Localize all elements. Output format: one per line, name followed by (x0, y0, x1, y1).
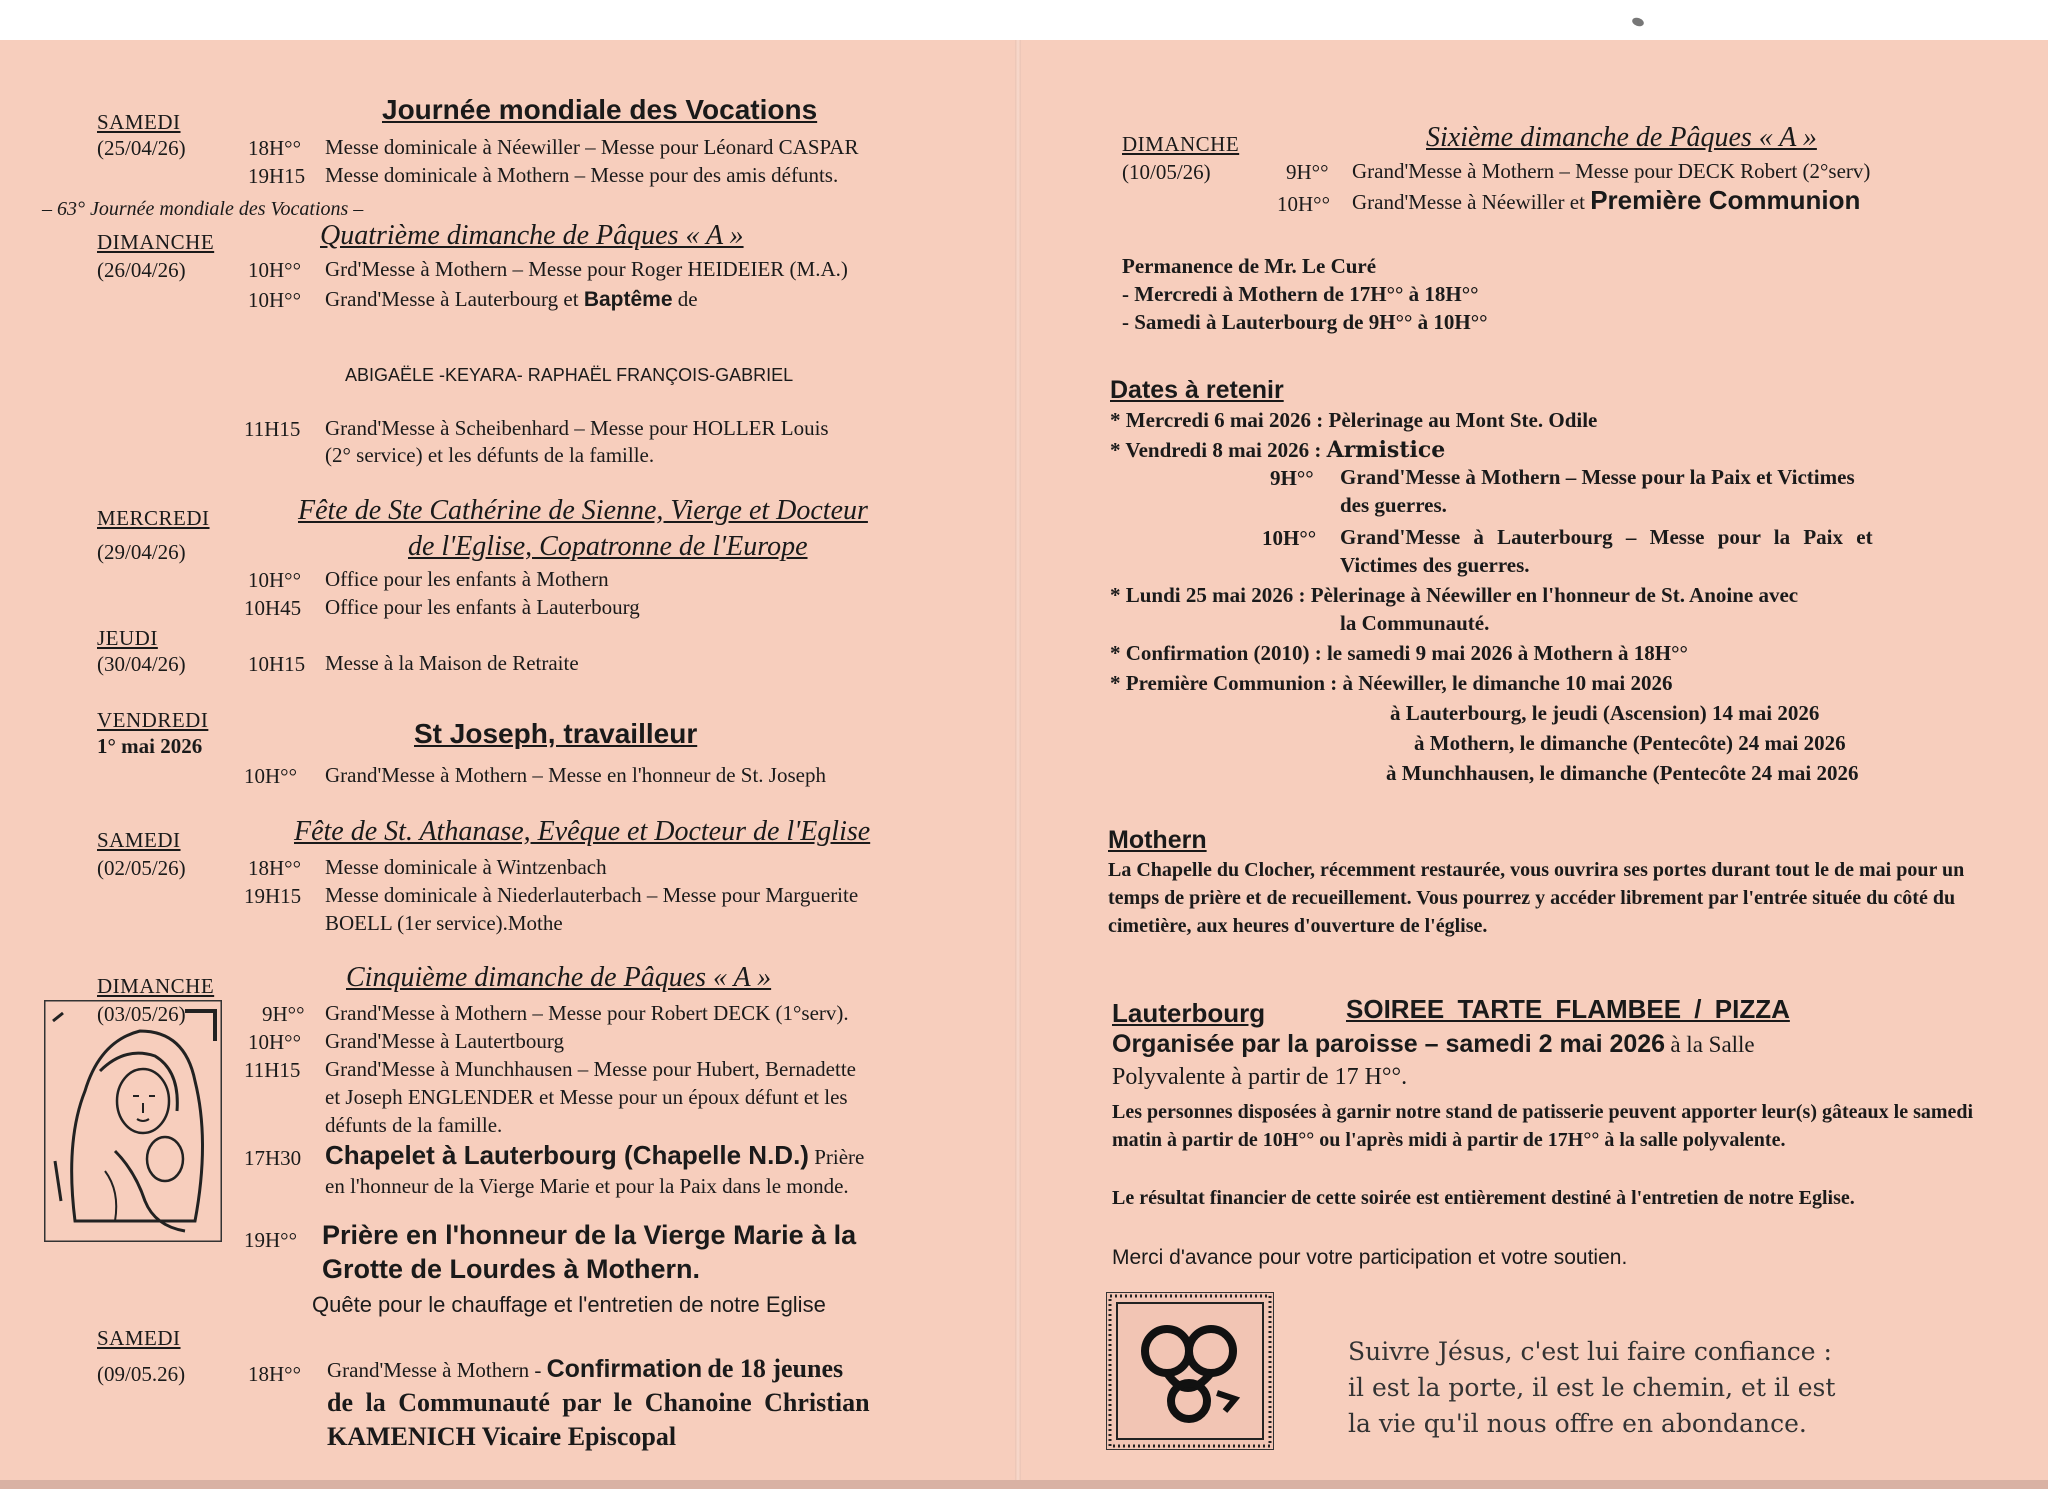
mass-line (325, 1140, 864, 1171)
soiree-line (1112, 1030, 1755, 1059)
mass-line-text: Prière (814, 1145, 865, 1169)
permanence-line: - Samedi à Lauterbourg de 9H°° à 10H°° (1122, 310, 1488, 334)
mass-line: en l'honneur de la Vierge Marie et pour la Paix dans le monde. (325, 1174, 849, 1198)
time-label: 10H15 (248, 652, 306, 676)
event-title: de l'Eglise, Copatronne de l'Europe (408, 531, 808, 562)
date-label: (26/04/26) (97, 258, 186, 282)
event-title: Journée mondiale des Vocations (382, 94, 818, 125)
time-label: 19H15 (248, 164, 306, 188)
time-label: 10H45 (244, 596, 302, 620)
mass-line: Grd'Messe à Mothern – Messe pour Roger HEIDEIER (M.A.) (325, 257, 848, 281)
mass-line: défunts de la famille. (325, 1113, 503, 1137)
mass-line: Messe à la Maison de Retraite (325, 651, 579, 675)
mass-line: Messe dominicale à Wintzenbach (325, 855, 607, 879)
armistice-label: Armistice (1326, 437, 1446, 463)
bulletin-sheet (0, 40, 2048, 1489)
date-item: à Mothern, le dimanche (Pentecôte) 24 mai 2026 (1414, 731, 1846, 755)
date-item: * Mercredi 6 mai 2026 : Pèlerinage au Mont Ste. Odile (1110, 408, 1598, 432)
time-label: 10H°° (248, 1030, 301, 1054)
mass-line: Grand'Messe à Scheibenhard – Messe pour HOLLER Louis (325, 416, 829, 440)
time-label: 18H°° (248, 136, 301, 160)
time-label: 17H30 (244, 1146, 302, 1170)
mass-line: KAMENICH Vicaire Episcopal (327, 1422, 677, 1451)
mass-line-text: de 18 jeunes (707, 1354, 844, 1383)
mass-line-text: de (677, 287, 698, 311)
event-title: Quatrième dimanche de Pâques « A » (320, 220, 744, 251)
date-item: * Lundi 25 mai 2026 : Pèlerinage à Néewiller en l'honneur de St. Anoine avec (1110, 583, 1799, 607)
date-item: Grand'Messe à Mothern – Messe pour la Paix et Victimes (1340, 465, 1855, 489)
date-item: des guerres. (1340, 493, 1447, 517)
event-title: Cinquième dimanche de Pâques « A » (346, 962, 772, 993)
bapteme-label: Baptême (583, 288, 673, 311)
merci-line: Merci d'avance pour votre participation et votre soutien. (1112, 1246, 1628, 1269)
mass-line: Messe dominicale à Mothern – Messe pour des amis défunts. (325, 163, 839, 187)
quote-line: Suivre Jésus, c'est lui faire confiance : (1348, 1337, 1832, 1366)
date-label: 1° mai 2026 (97, 734, 203, 758)
patisserie-paragraph: Les personnes disposées à garnir notre stand de patisserie peuvent apporter leur(s) gâteaux le samedi matin à partir de 10H°° ou l'après midi à partir de 17H°° à la salle polyvalente. (1112, 1101, 1974, 1151)
day-label: MERCREDI (97, 506, 210, 530)
date-item: à Munchhausen, le dimanche (Pentecôte 24 mai 2026 (1386, 761, 1859, 785)
mass-line: Grand'Messe à Munchhausen – Messe pour Hubert, Bernadette (325, 1057, 856, 1081)
soiree-organizer: Organisée par la paroisse – samedi 2 mai 2026 (1112, 1030, 1666, 1058)
date-item-text: * Vendredi 8 mai 2026 : (1110, 438, 1322, 462)
time-label: 9H°° (1286, 160, 1329, 184)
date-item: la Communauté. (1340, 611, 1490, 635)
time-label: 18H°° (248, 856, 301, 880)
soiree-title: SOIREE TARTE FLAMBEE / PIZZA (1346, 994, 1790, 1024)
time-label: 10H°° (244, 764, 297, 788)
page-fold (1015, 40, 1021, 1489)
event-title: Fête de St. Athanase, Evêque et Docteur de l'Eglise (294, 816, 871, 847)
day-label: DIMANCHE (97, 230, 215, 254)
date-label: (25/04/26) (97, 136, 186, 160)
mass-line: BOELL (1er service).Mothe (325, 911, 563, 935)
emblem-drawing (1107, 1293, 1273, 1449)
resultat-paragraph: Le résultat financier de cette soirée est entièrement destiné à l'entretien de notre Eglise. (1112, 1187, 1855, 1209)
day-label: SAMEDI (97, 1326, 181, 1350)
mass-line: Grand'Messe à Mothern – Messe pour DECK Robert (2°serv) (1352, 159, 1871, 183)
date-item: à Lauterbourg, le jeudi (Ascension) 14 mai 2026 (1390, 701, 1820, 725)
time-label: 18H°° (248, 1362, 301, 1386)
mass-line: Office pour les enfants à Lauterbourg (325, 595, 640, 619)
mass-line-text: Grand'Messe à Lauterbourg et (325, 287, 579, 311)
time-label: 10H°° (1277, 192, 1330, 216)
section-heading: Lauterbourg (1112, 998, 1266, 1028)
event-title: Fête de Ste Cathérine de Sienne, Vierge et Docteur (298, 495, 868, 526)
scan-speck (1631, 16, 1645, 28)
date-item: Grand'Messe à Lauterbourg – Messe pour la Paix et (1340, 525, 1873, 549)
soiree-place: à la Salle (1670, 1032, 1755, 1057)
time-label: 9H°° (262, 1002, 305, 1026)
day-label: SAMEDI (97, 828, 181, 852)
date-label: (09/05.26) (97, 1362, 186, 1386)
mass-line (325, 285, 698, 314)
event-title: St Joseph, travailleur (414, 718, 698, 749)
date-label: (10/05/26) (1122, 160, 1211, 184)
day-label: DIMANCHE (1122, 132, 1240, 156)
mass-line: Office pour les enfants à Mothern (325, 567, 609, 591)
time-label: 10H°° (248, 258, 301, 282)
mass-line: Grand'Messe à Mothern – Messe pour Robert DECK (1°serv). (325, 1001, 849, 1025)
quote-line: la vie qu'il nous offre en abondance. (1348, 1409, 1807, 1438)
section-heading: Dates à retenir (1110, 376, 1284, 404)
baptism-names: ABIGAËLE -KEYARA- RAPHAËL FRANÇOIS-GABRIEL (345, 365, 794, 385)
mass-line (1352, 185, 1860, 216)
permanence-line: - Mercredi à Mothern de 17H°° à 18H°° (1122, 282, 1479, 306)
date-label: (03/05/26) (97, 1002, 186, 1026)
mass-line-text: Grand'Messe à Mothern - (327, 1358, 542, 1382)
mass-line: de la Communauté par le Chanoine Christian (327, 1388, 870, 1417)
day-label: VENDREDI (97, 708, 209, 732)
event-title: Sixième dimanche de Pâques « A » (1426, 122, 1817, 153)
mass-line: et Joseph ENGLENDER et Messe pour un époux défunt et les (325, 1085, 848, 1109)
day-label: JEUDI (97, 626, 158, 650)
mass-line: Messe dominicale à Niederlauterbach – Messe pour Marguerite (325, 883, 859, 907)
madonna-drawing (45, 1001, 221, 1241)
time-label: 10H°° (248, 568, 301, 592)
mothern-paragraph: La Chapelle du Clocher, récemment restaurée, vous ouvrira ses portes durant tout le de mai pour un temps de prière et de recueillement. Vous pourrez y accéder librement par l'entrée située du côté du cimetière, aux heures d'ouverture de l'église. (1108, 859, 1965, 937)
time-label: 19H15 (244, 884, 302, 908)
chapelet-label: Chapelet à Lauterbourg (Chapelle N.D.) (325, 1140, 809, 1170)
permanence-title: Permanence de Mr. Le Curé (1122, 254, 1377, 278)
mass-line: Grand'Messe à Mothern – Messe en l'honneur de St. Joseph (325, 763, 826, 787)
section-heading: Mothern (1108, 826, 1207, 854)
time-label: 9H°° (1270, 466, 1314, 490)
mass-line-text: Grand'Messe à Néewiller et (1352, 190, 1585, 214)
date-label: (30/04/26) (97, 652, 186, 676)
time-label: 10H°° (1262, 526, 1317, 550)
priere-line: Grotte de Lourdes à Mothern. (322, 1254, 701, 1284)
soiree-line: Polyvalente à partir de 17 H°°. (1112, 1064, 1408, 1090)
day-label: DIMANCHE (97, 974, 215, 998)
time-label: 10H°° (248, 288, 301, 312)
date-label: (29/04/26) (97, 540, 186, 564)
time-label: 19H°° (244, 1228, 297, 1252)
time-label: 11H15 (244, 417, 301, 441)
date-label: (02/05/26) (97, 856, 186, 880)
madonna-icon (44, 1000, 222, 1242)
date-item: * Première Communion : à Néewiller, le dimanche 10 mai 2026 (1110, 671, 1673, 695)
mass-line (327, 1354, 843, 1384)
quete-note: Quête pour le chauffage et l'entretien de notre Eglise (312, 1292, 826, 1317)
date-item: * Confirmation (2010) : le samedi 9 mai 2026 à Mothern à 18H°° (1110, 641, 1688, 665)
time-label: 11H15 (244, 1058, 301, 1082)
mass-line: Grand'Messe à Lautertbourg (325, 1029, 564, 1053)
mass-line: (2° service) et les défunts de la famille. (325, 443, 655, 467)
day-label: SAMEDI (97, 110, 181, 134)
date-item (1110, 436, 1445, 464)
date-item: Victimes des guerres. (1340, 553, 1530, 577)
premiere-communion-label: Première Communion (1590, 185, 1861, 215)
quote-line: il est la porte, il est le chemin, et il est (1348, 1373, 1836, 1402)
emblem-icon (1106, 1292, 1274, 1450)
confirmation-label: Confirmation (546, 1355, 703, 1383)
priere-line: Prière en l'honneur de la Vierge Marie à la (322, 1220, 857, 1250)
mass-line: Messe dominicale à Néewiller – Messe pour Léonard CASPAR (325, 135, 859, 159)
vocation-note: – 63° Journée mondiale des Vocations – (42, 198, 364, 220)
bottom-edge (0, 1480, 2048, 1489)
